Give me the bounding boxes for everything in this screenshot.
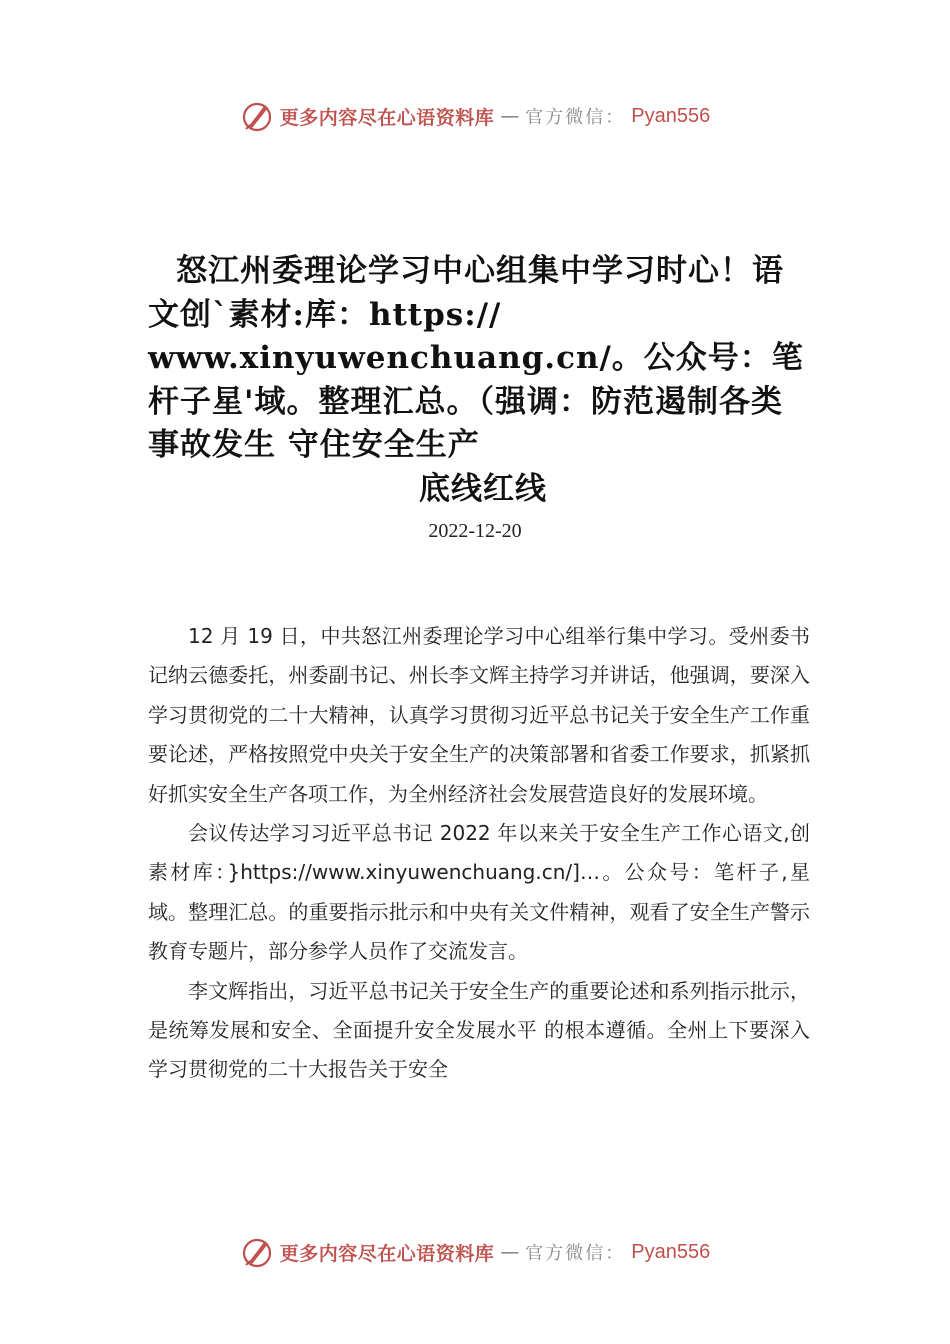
footer-banner xyxy=(0,1232,950,1272)
document-date: 2022-12-20 xyxy=(428,520,522,542)
document-title xyxy=(148,250,808,511)
banner-brand: 更多内容尽在心语资料库 xyxy=(279,106,495,129)
banner-contact-label: 官方微信： xyxy=(525,1243,626,1264)
banner-contact-label: 官方微信： xyxy=(525,107,626,128)
paragraph: 12 月 19 日，中共怒江州委理论学习中心组举行集中学习。受州委书记纳云德委托，州委副书记、州长李文辉主持学习并讲话，他强调，要深入学习贯彻党的二十大精神，认真学习贯彻习近平总书记关于安全生产工作重要论述，严格按照党中央关于安全生产的决策部署和省委工作要求，抓紧抓好抓实安全生产各项工作，为全州经济社会发展营造良好的发展环境。 xyxy=(148,624,810,806)
paragraph: 会议传达学习习近平总书记 2022 年以来关于安全生产工作心语文,创素材库：}https://www.xinyuwenchuang.cn/]…。公众号：笔杆子,星域。整理汇总。的重要指示批示和中央有关文件精神，观看了安全生产警示教育专题片，部分参学人员作了交流发言。 xyxy=(148,821,810,964)
title-line-2: www.xinyuwenchuang.cn/。公众号：笔杆子星'域。整理汇总。（强调：防范遏制各类事故发生 守住安全生产 xyxy=(148,340,804,463)
banner-handle: Pyan556 xyxy=(631,1240,711,1263)
banner-handle: Pyan556 xyxy=(631,104,711,127)
quill-pen-icon xyxy=(240,1235,274,1269)
header-banner xyxy=(0,96,950,136)
banner-brand: 更多内容尽在心语资料库 xyxy=(279,1242,495,1265)
quill-pen-icon xyxy=(240,99,274,133)
banner-separator: — xyxy=(500,1241,520,1263)
banner-separator: — xyxy=(500,105,520,127)
title-line-3: 底线红线 xyxy=(419,470,547,507)
document-body xyxy=(148,617,810,1090)
title-line-1: 怒江州委理论学习中心组集中学习时心！语文创`素材:库：https:// xyxy=(148,253,784,333)
paragraph: 李文辉指出，习近平总书记关于安全生产的重要论述和系列指示批示，是统筹发展和安全、全面提升安全发展水平 的根本遵循。全州上下要深入学习贯彻党的二十大报告关于安全 xyxy=(148,978,810,1082)
